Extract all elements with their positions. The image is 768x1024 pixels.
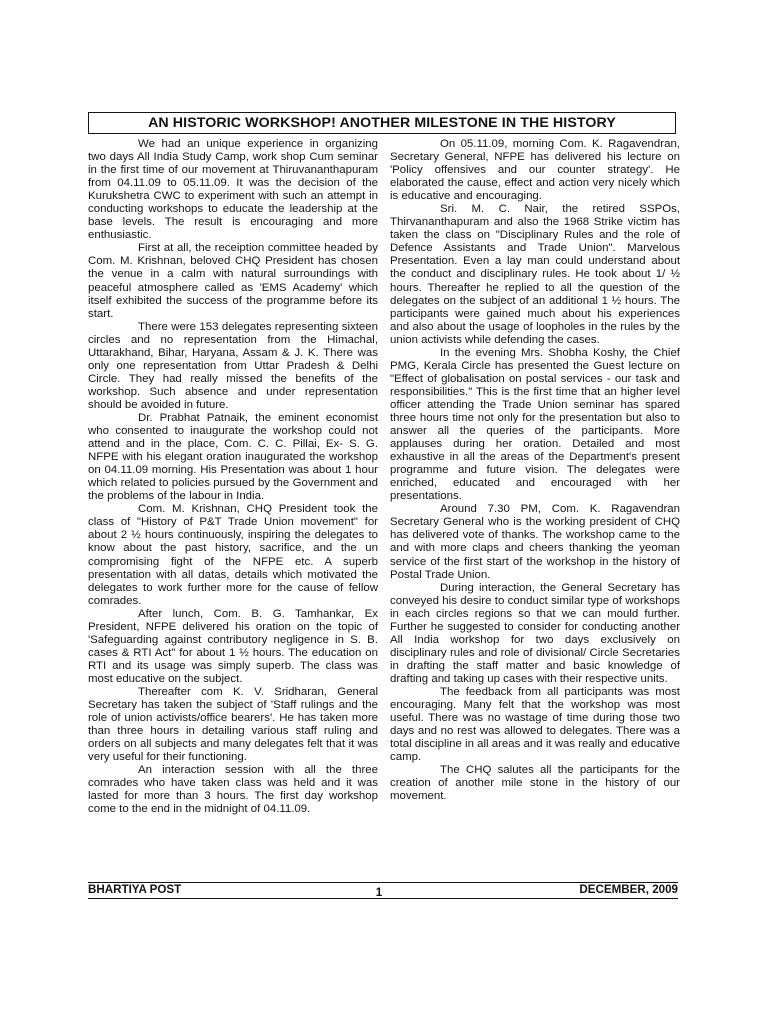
paragraph: Thereafter com K. V. Sridharan, General Secretary has taken the subject of 'Staff rulings and the role of union activists/office bearers'. He has taken more than three hours in detailing various staff ruling and orders on all subjects and many delegates felt that it was very useful for their functioning. xyxy=(88,685,378,764)
page-number: 1 xyxy=(375,886,383,899)
paragraph: In the evening Mrs. Shobha Koshy, the Chief PMG, Kerala Circle has presented the Guest lecture on "Effect of globalisation on postal services - our task and responsibilities." This is the first time that an higher level officer attending the Trade Union seminar has spared three hours time not only for the presentation but also to answer all the queries of the participants. More applauses during her oration. Detailed and most exhaustive in all the areas of the Department's present programme and future vision. The delegates were enriched, educated and encouraged with her presentations. xyxy=(390,346,680,503)
paragraph: After lunch, Com. B. G. Tamhankar, Ex President, NFPE delivered his oration on the topic of 'Safeguarding against contributory negligence in S. B. cases & RTI Act" for about 1 ½ hours. The education on RTI and its usage was simply superb. The class was most educative on the subject. xyxy=(88,607,378,685)
paragraph: During interaction, the General Secretary has conveyed his desire to conduct similar type of workshops in each circles regions so that we can mould further. Further he suggested to consider for conducting another All India workshop for two days exclusively on disciplinary rules and role of divisional/ Circle Secretaries in drafting the staff matter and basic knowledge of drafting and taking up cases with their respective units. xyxy=(390,581,680,685)
paragraph: We had an unique experience in organizing two days All India Study Camp, work shop Cum seminar in the first time of our movement at Thiruvananthapuram from 04.11.09 to 05.11.09. It was the decision of the Kurukshetra CWC to experiment with such an attempt in conducting workshops to educate the leadership at the base levels. The result is encouraging and more enthusiastic. xyxy=(88,138,378,242)
paragraph: The CHQ salutes all the participants for the creation of another mile stone in the history of our movement. xyxy=(390,764,680,803)
paragraph: The feedback from all participants was most encouraging. Many felt that the workshop was most useful. There was no wastage of time during those two days and no rest was allowed to delegates. There was a total discipline in all areas and it was really and educative camp. xyxy=(390,685,680,764)
left-column xyxy=(88,138,378,882)
paragraph: Com. M. Krishnan, CHQ President took the class of "History of P&T Trade Union movement" for about 2 ½ hours continuously, inspiring the delegates to know about the past history, sacrifice, and the un compromising fight of the NFPE etc. A superb presentation with all datas, details which motivated the delegates to work further more for the cause of fellow comrades. xyxy=(88,503,378,607)
right-column xyxy=(390,138,680,882)
paragraph: Sri. M. C. Nair, the retired SSPOs, Thirvananthapuram and also the 1968 Strike victim has taken the class on "Disciplinary Rules and the role of Defence Assistants and Trade Union". Marvelous Presentation. Even a lay man could understand about the conduct and disciplinary rules. He took about 1/ ½ hours. Thereafter he replied to all the question of the delegates on the subject of an additional 1 ½ hours. The participants were gained much about his experiences and also about the usage of loopholes in the rules by the union activists while defending the cases. xyxy=(390,203,680,346)
issue-date: DECEMBER, 2009 xyxy=(579,883,678,896)
footer-bottom-rule xyxy=(88,898,678,899)
paragraph: An interaction session with all the three comrades who have taken class was held and it was lasted for more than 3 hours. The first day workshop come to the end in the midnight of 04.11.09. xyxy=(88,764,378,816)
publication-name: BHARTIYA POST xyxy=(88,883,182,896)
paragraph: On 05.11.09, morning Com. K. Ragavendran, Secretary General, NFPE has delivered his lecture on 'Policy offensives and our counter strategy'. He elaborated the cause, effect and action very nicely which is educative and encouraging. xyxy=(390,138,680,203)
paragraph: There were 153 delegates representing sixteen circles and no representation from the Himachal, Uttarakhand, Bihar, Haryana, Assam & J. K. There was only one representation from Uttar Pradesh & Delhi Circle. They had really missed the benefits of the workshop. Such absence and under representation should be avoided in future. xyxy=(88,320,378,411)
article-title: AN HISTORIC WORKSHOP! ANOTHER MILESTONE IN THE HISTORY xyxy=(148,115,616,131)
article-title-box xyxy=(88,112,676,134)
paragraph: Around 7.30 PM, Com. K. Ragavendran Secretary General who is the working president of CHQ has delivered vote of thanks. The workshop came to the and with more claps and cheers thanking the yeoman service of the first start of the workshop in the history of Postal Trade Union. xyxy=(390,503,680,581)
paragraph: First at all, the receiption committee headed by Com. M. Krishnan, beloved CHQ President has chosen the venue in a calm with natural surroundings with peaceful atmosphere called as 'EMS Academy' which itself exhibited the success of the programme before its start. xyxy=(88,242,378,320)
paragraph: Dr. Prabhat Patnaik, the eminent economist who consented to inaugurate the workshop could not attend and in the place, Com. C. C. Pillai, Ex- S. G. NFPE with his elegant oration inaugurated the workshop on 04.11.09 morning. His Presentation was about 1 hour which related to policies pursued by the Government and the problems of the labour in India. xyxy=(88,411,378,503)
